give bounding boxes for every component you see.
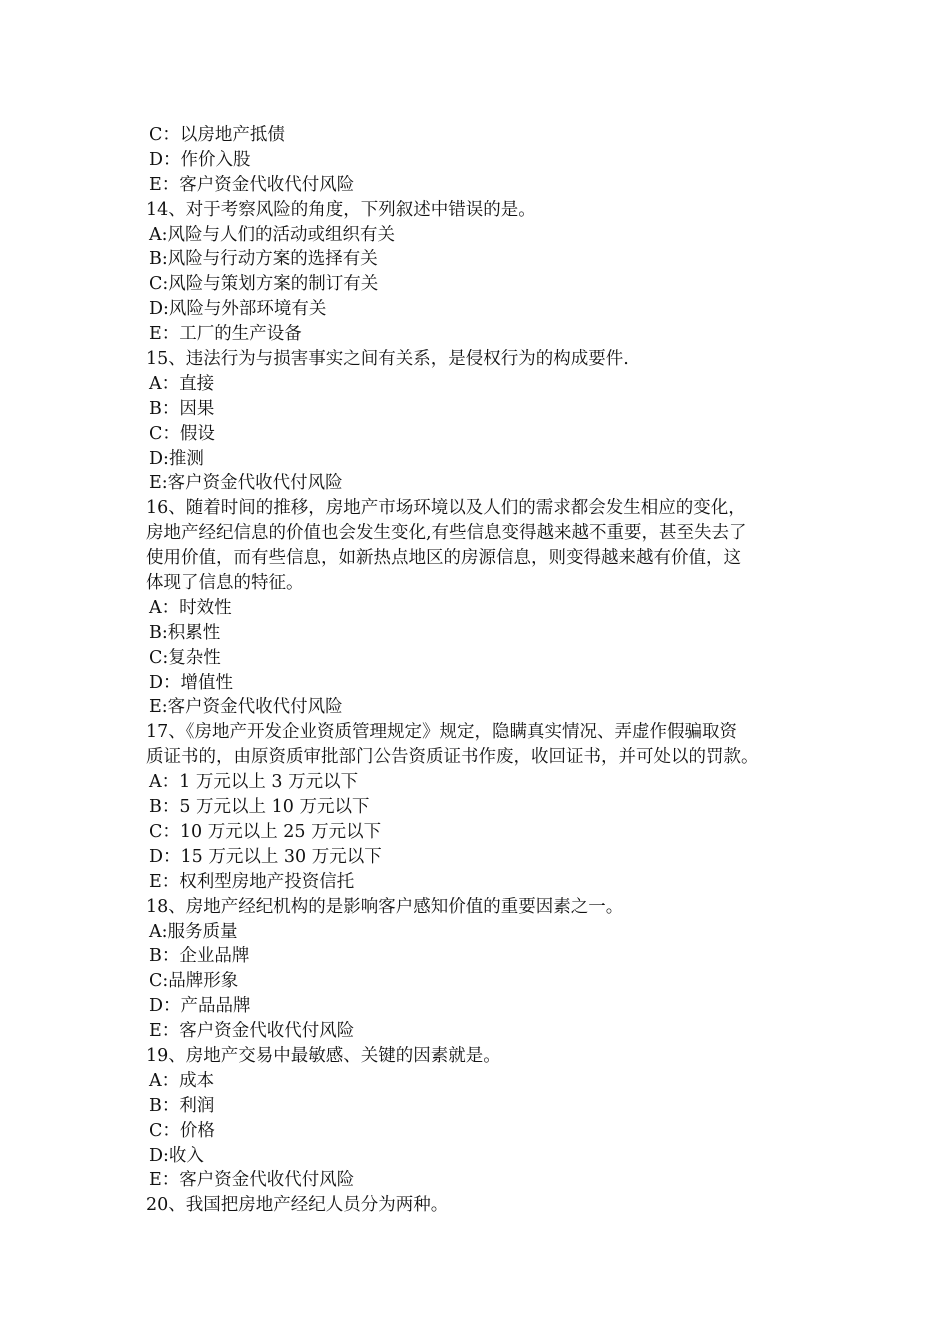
option-line: C:复杂性 xyxy=(149,647,221,668)
question-14: 14、对于考察风险的角度，下列叙述中错误的是。 xyxy=(146,199,536,220)
option-line: D：增值性 xyxy=(149,672,234,693)
option-line: C：10 万元以上 25 万元以下 xyxy=(149,821,382,842)
option-line: C:品牌形象 xyxy=(149,971,239,992)
option-line: B：因果 xyxy=(149,398,215,419)
option-line: D:收入 xyxy=(149,1145,204,1166)
question-16-line-2: 房地产经纪信息的价值也会发生变化,有些信息变得越来越不重要，甚至失去了 xyxy=(146,523,747,544)
question-16-line-4: 体现了信息的特征。 xyxy=(146,573,304,594)
option-line: B：5 万元以上 10 万元以下 xyxy=(149,797,370,818)
document-body xyxy=(146,123,816,1218)
option-line: A：时效性 xyxy=(149,597,232,618)
option-line: B:积累性 xyxy=(149,622,221,643)
option-line: A：成本 xyxy=(149,1070,215,1091)
option-line: E：权利型房地产投资信托 xyxy=(149,871,355,892)
option-line: C：以房地产抵债 xyxy=(149,125,285,145)
question-17-line-1: 17、《房地产开发企业资质管理规定》规定，隐瞒真实情况、弄虚作假骗取资 xyxy=(146,722,738,743)
option-line: E：客户资金代收代付风险 xyxy=(149,1170,355,1191)
option-line: E：客户资金代收代付风险 xyxy=(149,1021,355,1042)
option-line: D:风险与外部环境有关 xyxy=(149,299,327,320)
option-line: D：作价入股 xyxy=(149,149,251,170)
question-18: 18、房地产经纪机构的是影响客户感知价值的重要因素之一。 xyxy=(146,896,624,917)
option-line: E：工厂的生产设备 xyxy=(149,324,302,345)
option-line: A：1 万元以上 3 万元以下 xyxy=(149,772,359,793)
option-line: A:服务质量 xyxy=(149,921,238,942)
question-16-line-3: 使用价值，而有些信息，如新热点地区的房源信息，则变得越来越有价值，这 xyxy=(146,548,741,569)
option-line: A：直接 xyxy=(149,373,215,394)
option-line: D：15 万元以上 30 万元以下 xyxy=(149,846,382,867)
option-line: B:风险与行动方案的选择有关 xyxy=(149,249,378,270)
option-line: D:推测 xyxy=(149,448,204,469)
question-16-line-1: 16、随着时间的推移，房地产市场环境以及人们的需求都会发生相应的变化， xyxy=(146,498,746,519)
option-line: E:客户资金代收代付风险 xyxy=(149,697,343,718)
question-15: 15、违法行为与损害事实之间有关系，是侵权行为的构成要件. xyxy=(146,349,629,370)
option-line: A:风险与人们的活动或组织有关 xyxy=(149,224,396,245)
option-line: B：企业品牌 xyxy=(149,946,250,967)
option-line: B：利润 xyxy=(149,1095,215,1116)
question-17-line-2: 质证书的，由原资质审批部门公告资质证书作废，收回证书，并可处以的罚款。 xyxy=(146,747,759,768)
option-line: C：价格 xyxy=(149,1120,215,1141)
option-line: E：客户资金代收代付风险 xyxy=(149,174,355,195)
option-line: E:客户资金代收代付风险 xyxy=(149,473,343,494)
question-19: 19、房地产交易中最敏感、关键的因素就是。 xyxy=(146,1045,501,1066)
option-line: C:风险与策划方案的制订有关 xyxy=(149,274,379,295)
option-line: C：假设 xyxy=(149,423,215,444)
option-line: D：产品品牌 xyxy=(149,996,251,1017)
question-20: 20、我国把房地产经纪人员分为两种。 xyxy=(146,1195,449,1216)
